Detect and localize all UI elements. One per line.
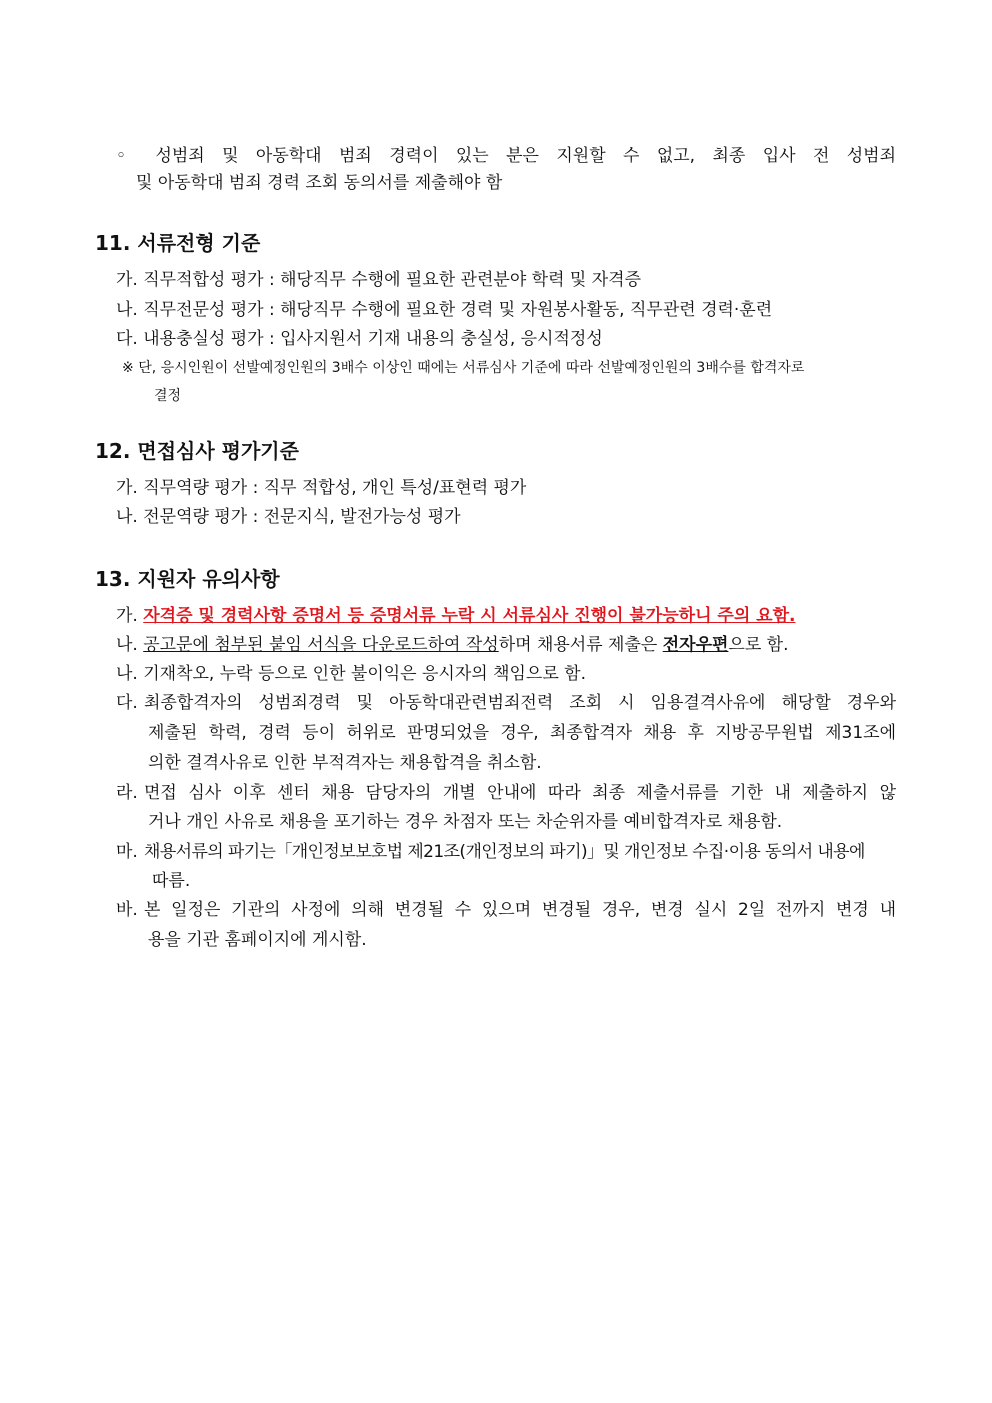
item-text: 하며 채용서류 제출은 — [498, 635, 663, 655]
s13-item-6-line-2: 따름. — [152, 871, 191, 891]
item-marker: 나. — [116, 635, 138, 655]
item-marker: 가. — [116, 478, 138, 498]
note-text: 단, 응시인원이 선발예정인원의 3배수 이상인 때에는 서류심사 기준에 따라 선발예정인원의 3배수를 합격자로 — [138, 360, 805, 376]
s13-item-5-marker: 라. — [116, 783, 138, 803]
item-marker: 나. — [116, 300, 138, 320]
section-11-title: 11. 서류전형 기준 — [95, 231, 261, 255]
s13-item-6-line-1: 채용서류의 파기는「개인정보보호법 제21조(개인정보의 파기)」및 개인정보 수집·이용 동의서 내용에 — [144, 842, 865, 862]
item-marker: 가. — [116, 270, 138, 290]
s11-item-1 — [116, 269, 641, 291]
s13-item-6-marker: 마. — [116, 842, 138, 862]
item-text: 내용충실성 평가 : 입사지원서 기재 내용의 충실성, 응시적정성 — [143, 329, 603, 349]
warning-text: 자격증 및 경력사항 증명서 등 증명서류 누락 시 서류심사 진행이 불가능하니 주의 요함. — [143, 606, 796, 626]
item-marker: 가. — [116, 606, 138, 626]
s12-item-2 — [116, 506, 461, 528]
item-text: 전문역량 평가 : 전문지식, 발전가능성 평가 — [143, 507, 461, 527]
item-marker: 다. — [116, 329, 138, 349]
note-mark: ※ — [122, 360, 134, 376]
s13-item-2 — [116, 634, 789, 656]
s13-item-1 — [116, 605, 795, 627]
s11-item-2 — [116, 299, 772, 321]
s13-item-4-line-1: 최종합격자의 성범죄경력 및 아동학대관련범죄전력 조회 시 임용결격사유에 해당할 경우와 — [144, 693, 896, 713]
section-12-title: 12. 면접심사 평가기준 — [95, 439, 299, 463]
s13-item-5-line-1: 면접 심사 이후 센터 채용 담당자의 개별 안내에 따라 최종 제출서류를 기한 내 제출하지 않 — [144, 783, 896, 803]
item-text: 기재착오, 누락 등으로 인한 불이익은 응시자의 책임으로 함. — [143, 664, 586, 684]
section-13-title: 13. 지원자 유의사항 — [95, 567, 280, 591]
underlined-text: 공고문에 첨부된 붙임 서식을 다운로드하여 작성 — [143, 635, 499, 655]
item-marker: 나. — [116, 507, 138, 527]
s13-item-3 — [116, 663, 586, 685]
bullet-marker: ◦ — [116, 146, 139, 166]
item-marker: 나. — [116, 664, 138, 684]
s11-item-3 — [116, 328, 603, 350]
item-text: 으로 함. — [728, 635, 789, 655]
s13-item-7-marker: 바. — [116, 900, 138, 920]
item-text: 직무적합성 평가 : 해당직무 수행에 필요한 관련분야 학력 및 자격증 — [143, 270, 641, 290]
s13-item-7-line-1: 본 일정은 기관의 사정에 의해 변경될 수 있으며 변경될 경우, 변경 실시 2일 전까지 변경 내 — [144, 900, 896, 920]
s13-item-4-line-3: 의한 결격사유로 인한 부적격자는 채용합격을 취소함. — [148, 753, 542, 773]
intro-line-1 — [116, 145, 896, 167]
item-text: 직무전문성 평가 : 해당직무 수행에 필요한 경력 및 자원봉사활동, 직무관련 경력·훈련 — [143, 300, 773, 320]
s11-note-line-1 — [122, 358, 804, 378]
s13-item-4-marker: 다. — [116, 693, 138, 713]
s13-item-4-line-2: 제출된 학력, 경력 등이 허위로 판명되었을 경우, 최종합격자 채용 후 지방공무원법 제31조에 — [148, 723, 896, 743]
intro-text-1: 성범죄 및 아동학대 범죄 경력이 있는 분은 지원할 수 없고, 최종 입사 전 성범죄 — [155, 146, 897, 166]
intro-line-2: 및 아동학대 범죄 경력 조회 동의서를 제출해야 함 — [136, 173, 503, 193]
s13-item-7-line-2: 용을 기관 홈페이지에 게시함. — [148, 930, 367, 950]
s11-note-line-2: 결정 — [154, 388, 182, 404]
email-emphasis: 전자우편 — [662, 635, 729, 655]
s13-item-5-line-2: 거나 개인 사유로 채용을 포기하는 경우 차점자 또는 차순위자를 예비합격자로 채용함. — [148, 812, 783, 832]
s12-item-1 — [116, 477, 526, 499]
item-text: 직무역량 평가 : 직무 적합성, 개인 특성/표현력 평가 — [143, 478, 527, 498]
